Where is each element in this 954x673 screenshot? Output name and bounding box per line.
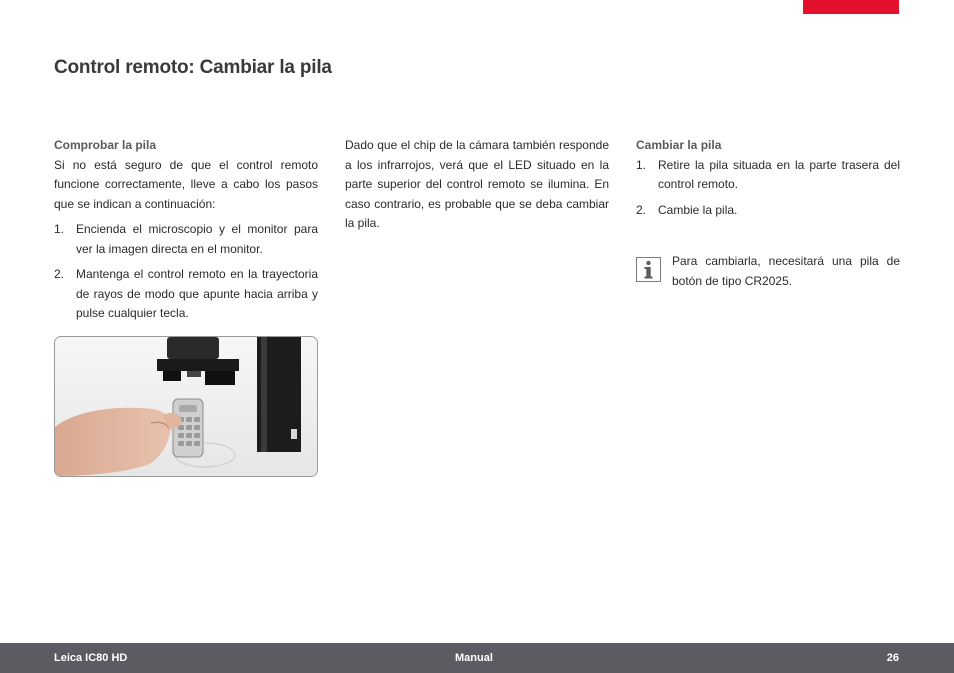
footer-doc-type: Manual (455, 652, 493, 664)
column-led-explanation (345, 136, 609, 234)
info-note (636, 252, 900, 291)
step-item (54, 265, 318, 324)
column-change-battery (636, 136, 900, 226)
header-accent-tab (803, 0, 899, 14)
led-explanation-text: Dado que el chip de la cámara también responde a los infrarrojos, verá que el LED situado en la parte superior del control remoto se ilumina. En caso contrario, es probable que se deba cambiar la pila. (345, 138, 609, 230)
step-item (636, 156, 900, 195)
step-text: Mantenga el control remoto en la trayectoria de rayos de modo que apunte hacia arriba y pulse cualquier tecla. (76, 267, 318, 320)
step-text: Encienda el microscopio y el monitor para ver la imagen directa en el monitor. (76, 222, 318, 256)
info-icon (636, 257, 661, 282)
step-item (636, 201, 900, 221)
step-text: Cambie la pila. (658, 202, 738, 217)
step-number: 2. (54, 267, 65, 281)
step-number: 2. (636, 202, 647, 217)
column-check-battery (54, 136, 318, 330)
step-item (54, 220, 318, 259)
page-footer (0, 643, 954, 673)
section-subtitle-change-battery: Cambiar la pila (636, 138, 722, 152)
footer-product-name: Leica IC80 HD (54, 652, 128, 664)
section-subtitle-check-battery: Comprobar la pila (54, 138, 157, 152)
footer-page-number: 26 (886, 652, 899, 664)
info-note-text: Para cambiarla, necesitará una pila de botón de tipo CR2025. (672, 254, 900, 288)
step-text: Retire la pila situada en la parte trasera del control remoto. (658, 157, 900, 191)
check-battery-intro: Si no está seguro de que el control remoto funcione correctamente, lleve a cabo los pasos que se indican a continuación: (54, 157, 318, 211)
check-battery-steps (54, 220, 318, 324)
step-number: 1. (636, 157, 647, 172)
change-battery-steps (636, 156, 900, 221)
step-number: 1. (54, 222, 65, 236)
page-title: Control remoto: Cambiar la pila (54, 57, 332, 78)
remote-control-photo (54, 336, 318, 477)
